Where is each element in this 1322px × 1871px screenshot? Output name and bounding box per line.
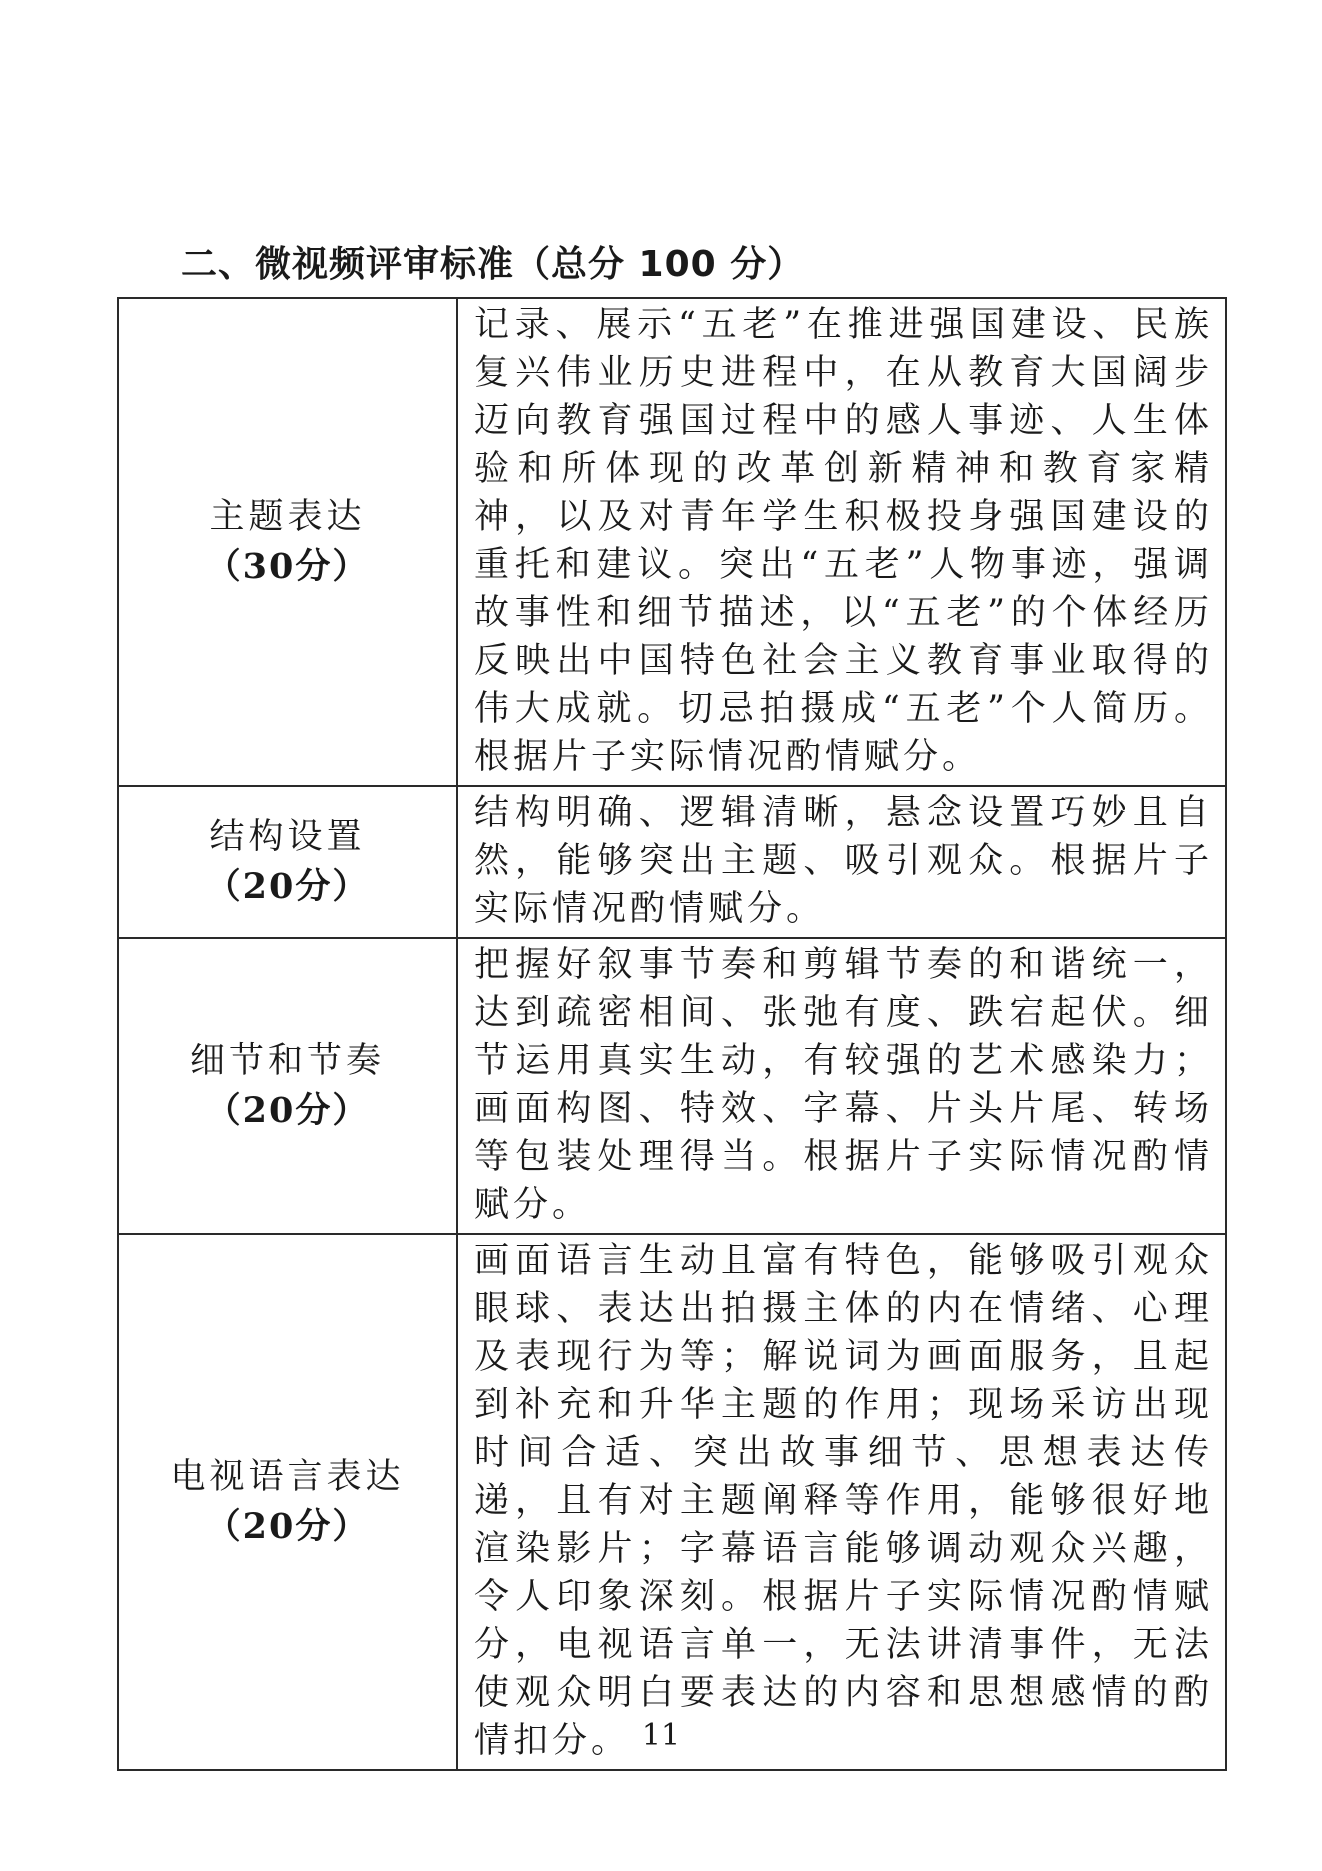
criteria-score: （20分） bbox=[205, 1090, 370, 1131]
criteria-row-theme bbox=[118, 298, 1226, 786]
criteria-name-cell bbox=[118, 938, 457, 1234]
criteria-name-cell bbox=[118, 786, 457, 938]
criteria-row-detail-rhythm bbox=[118, 938, 1226, 1234]
criteria-name-cell bbox=[118, 298, 457, 786]
criteria-name: 细节和节奏 bbox=[189, 1041, 385, 1081]
criteria-description: 结构明确、逻辑清晰，悬念设置巧妙且自然，能够突出主题、吸引观众。根据片子实际情况酌情赋分。 bbox=[457, 786, 1226, 938]
criteria-row-tv-language bbox=[118, 1234, 1226, 1770]
criteria-description: 画面语言生动且富有特色，能够吸引观众眼球、表达出拍摄主体的内在情绪、心理及表现行为等；解说词为画面服务，且起到补充和升华主题的作用；现场采访出现时间合适、突出故事细节、思想表达传递，且有对主题阐释等作用，能够很好地渲染影片；字幕语言能够调动观众兴趣，令人印象深刻。根据片子实际情况酌情赋分，电视语言单一，无法讲清事件，无法使观众明白要表达的内容和思想感情的酌情扣分。 bbox=[457, 1234, 1226, 1770]
page-number: 11 bbox=[641, 1718, 681, 1753]
page-heading: 二、微视频评审标准（总分 100 分） bbox=[181, 244, 805, 285]
criteria-row-structure bbox=[118, 786, 1226, 938]
criteria-name: 电视语言表达 bbox=[170, 1457, 405, 1497]
criteria-score: （20分） bbox=[205, 866, 370, 907]
criteria-score: （30分） bbox=[205, 546, 370, 587]
criteria-name-cell bbox=[118, 1234, 457, 1770]
criteria-name: 主题表达 bbox=[209, 497, 366, 537]
criteria-name: 结构设置 bbox=[209, 817, 366, 857]
criteria-score: （20分） bbox=[205, 1506, 370, 1547]
criteria-table bbox=[117, 297, 1227, 1771]
criteria-description: 记录、展示“五老”在推进强国建设、民族复兴伟业历史进程中，在从教育大国阔步迈向教育强国过程中的感人事迹、人生体验和所体现的改革创新精神和教育家精神，以及对青年学生积极投身强国建设的重托和建议。突出“五老”人物事迹，强调故事性和细节描述，以“五老”的个体经历反映出中国特色社会主义教育事业取得的伟大成就。切忌拍摄成“五老”个人简历。根据片子实际情况酌情赋分。 bbox=[457, 298, 1226, 786]
criteria-description: 把握好叙事节奏和剪辑节奏的和谐统一，达到疏密相间、张弛有度、跌宕起伏。细节运用真实生动，有较强的艺术感染力；画面构图、特效、字幕、片头片尾、转场等包装处理得当。根据片子实际情况酌情赋分。 bbox=[457, 938, 1226, 1234]
